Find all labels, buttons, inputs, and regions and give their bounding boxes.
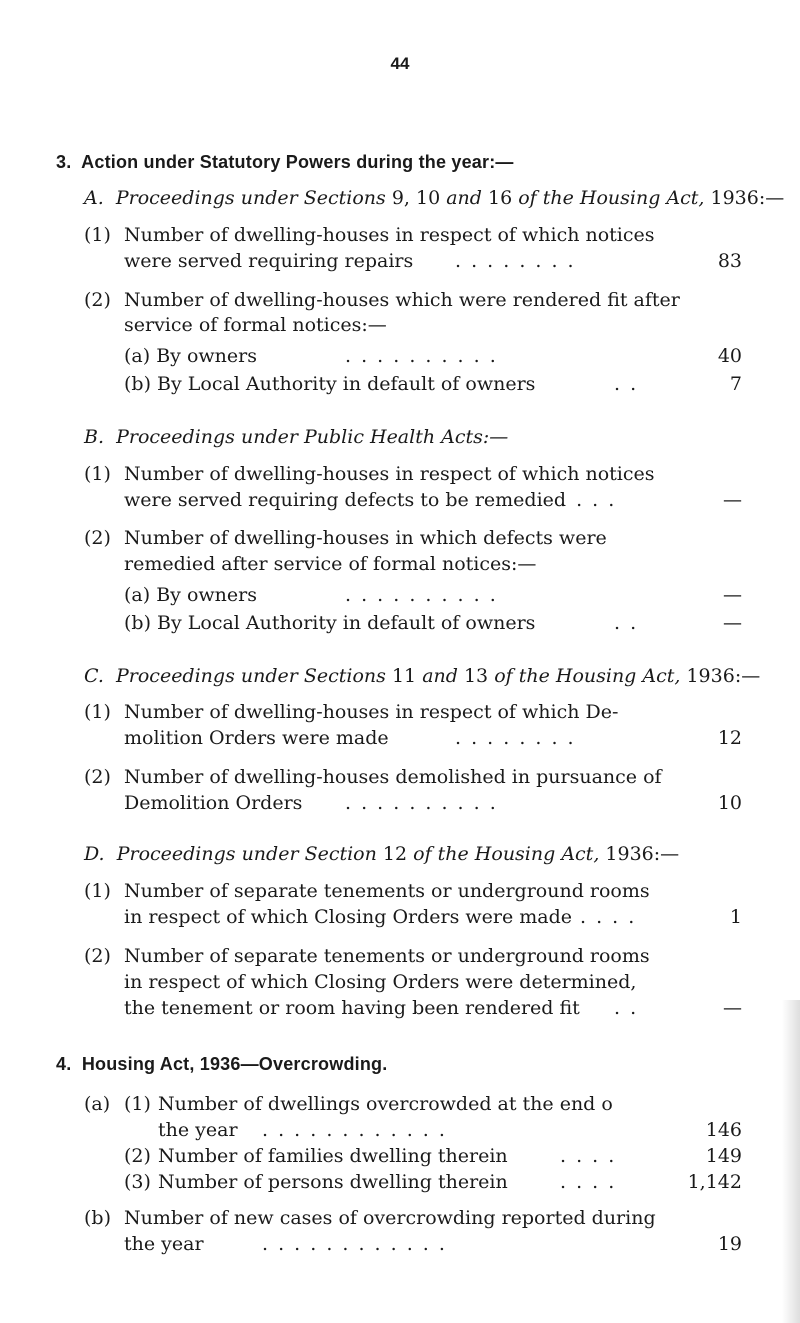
s4-a1-line-2: the year <box>158 1119 238 1141</box>
section-3-title: Action under Statutory Powers during the year:— <box>81 152 514 172</box>
d-item-2-line-3: the tenement or room having been rendered fit <box>124 997 580 1019</box>
a-item-1-number: (1) <box>84 224 111 246</box>
d-item-1-line-1: Number of separate tenements or underground rooms <box>124 880 650 902</box>
a-item-2a <box>124 344 257 368</box>
a-item-2b-label: (b) <box>124 373 151 395</box>
subsection-a-title-part: 9, 10 <box>391 187 441 209</box>
a-item-2b <box>124 372 535 396</box>
d-item-1-line-2: in respect of which Closing Orders were made <box>124 906 573 928</box>
c-item-2-line-1: Number of dwelling-houses demolished in pursuance of <box>124 766 662 788</box>
subsection-d-heading <box>84 842 679 866</box>
a-item-2a-leader-dots: . . . . . . . . . . <box>345 345 498 367</box>
b-item-1-number: (1) <box>84 463 111 485</box>
subsection-a-heading <box>84 186 784 210</box>
c-item-1-leader-dots: . . . . . . . . <box>455 727 576 749</box>
b-item-2a-label: (a) <box>124 584 151 606</box>
section-3-number: 3. <box>56 152 72 172</box>
b-item-2b <box>124 611 535 635</box>
b-item-1-line-2: were served requiring defects to be remedied <box>124 489 567 511</box>
subsection-c-title-part: 11 <box>391 665 417 687</box>
subsection-a-title-part: 1936:— <box>710 187 785 209</box>
s4-b-leader-dots: . . . . . . . . . . . . <box>262 1233 447 1255</box>
subsection-d-title-part: 1936:— <box>605 843 680 865</box>
b-item-2-line-2: remedied after service of formal notices:— <box>124 553 537 575</box>
page-edge-shadow <box>782 1000 800 1323</box>
a-item-2a-text: By owners <box>156 345 257 367</box>
b-item-2-number: (2) <box>84 527 111 549</box>
subsection-a-title-part: Proceedings under Sections <box>115 187 386 209</box>
s4-a-label: (a) <box>84 1093 111 1115</box>
subsection-d-title-part: of the Housing Act, <box>413 843 600 865</box>
c-item-1-value: 12 <box>717 727 742 749</box>
a-item-1-value: 83 <box>717 250 742 272</box>
s4-a2-text: Number of families dwelling therein <box>158 1145 508 1167</box>
a-item-1-leader-dots: . . . . . . . . <box>455 250 576 272</box>
a-item-2b-value: 7 <box>729 373 742 395</box>
c-item-2-line-2: Demolition Orders <box>124 792 303 814</box>
subsection-a-title-part: 16 <box>488 187 513 209</box>
b-item-1-value: — <box>723 489 742 511</box>
s4-a1-line-1: Number of dwellings overcrowded at the end o <box>158 1093 613 1115</box>
a-item-2-line-1: Number of dwelling-houses which were rendered fit after <box>124 289 680 311</box>
b-item-2b-label: (b) <box>124 612 151 634</box>
c-item-2-number: (2) <box>84 766 111 788</box>
c-item-1-line-2: molition Orders were made <box>124 727 389 749</box>
s4-a1-value: 146 <box>705 1119 742 1141</box>
b-item-1-line-1: Number of dwelling-houses in respect of which notices <box>124 463 655 485</box>
d-item-1-leader-dots: . . . . <box>580 906 637 928</box>
b-item-1-leader-dots: . . . . <box>560 489 617 511</box>
subsection-c-title-part: of the Housing Act, <box>494 665 681 687</box>
subsection-b-heading <box>84 425 508 449</box>
d-item-2-line-1: Number of separate tenements or underground rooms <box>124 945 650 967</box>
subsection-d-title-part: 12 <box>382 843 408 865</box>
a-item-2b-text: By Local Authority in default of owners <box>157 373 536 395</box>
s4-a2-value: 149 <box>705 1145 742 1167</box>
s4-a3-leader-dots: . . . . <box>560 1171 617 1193</box>
a-item-1-line-2: were served requiring repairs <box>124 250 414 272</box>
s4-a1-leader-dots: . . . . . . . . . . . . <box>262 1119 447 1141</box>
d-item-1-value: 1 <box>729 906 742 928</box>
s4-a3-value: 1,142 <box>687 1171 742 1193</box>
s4-b-line-2: the year <box>124 1233 204 1255</box>
c-item-2-leader-dots: . . . . . . . . . . <box>345 792 498 814</box>
d-item-2-line-2: in respect of which Closing Orders were determined, <box>124 971 637 993</box>
subsection-b-letter: B. <box>84 426 105 448</box>
subsection-d-letter: D. <box>84 843 105 865</box>
s4-a2-number: (2) <box>124 1145 151 1167</box>
subsection-a-title-part: and <box>446 187 482 209</box>
b-item-2a <box>124 583 257 607</box>
c-item-2-value: 10 <box>717 792 742 814</box>
c-item-1-line-1: Number of dwelling-houses in respect of which De- <box>124 701 619 723</box>
subsection-a-letter: A. <box>84 187 104 209</box>
subsection-b-title: Proceedings under Public Health Acts:— <box>116 426 509 448</box>
d-item-2-leader-dots: . . <box>614 997 639 1019</box>
subsection-a-title-part: of the Housing Act, <box>518 187 705 209</box>
section-4-title: Housing Act, 1936—Overcrowding. <box>81 1054 388 1074</box>
subsection-c-title-part: Proceedings under Sections <box>116 665 386 687</box>
d-item-1-number: (1) <box>84 880 111 902</box>
a-item-2a-label: (a) <box>124 345 151 367</box>
subsection-c-title-part: 13 <box>463 665 489 687</box>
b-item-2b-leader-dots: . . <box>614 612 639 634</box>
s4-b-value: 19 <box>717 1233 742 1255</box>
b-item-2a-leader-dots: . . . . . . . . . . <box>345 584 498 606</box>
a-item-2a-value: 40 <box>717 345 742 367</box>
s4-a3-text: Number of persons dwelling therein <box>158 1171 508 1193</box>
s4-a1-number: (1) <box>124 1093 151 1115</box>
d-item-2-value: — <box>723 997 742 1019</box>
c-item-1-number: (1) <box>84 701 111 723</box>
a-item-1-line-1: Number of dwelling-houses in respect of which notices <box>124 224 655 246</box>
b-item-2b-value: — <box>723 612 742 634</box>
page-number: 44 <box>390 54 410 73</box>
subsection-c-heading <box>84 664 760 688</box>
s4-a2-leader-dots: . . . . <box>560 1145 617 1167</box>
a-item-2-number: (2) <box>84 289 111 311</box>
b-item-2-line-1: Number of dwelling-houses in which defects were <box>124 527 607 549</box>
subsection-c-title-part: 1936:— <box>686 665 761 687</box>
s4-b-line-1: Number of new cases of overcrowding reported during <box>124 1207 656 1229</box>
subsection-c-title-part: and <box>422 665 458 687</box>
section-4-number: 4. <box>56 1054 72 1074</box>
section-3-heading <box>56 150 514 174</box>
s4-a3-number: (3) <box>124 1171 151 1193</box>
b-item-2a-value: — <box>723 584 742 606</box>
d-item-2-number: (2) <box>84 945 111 967</box>
subsection-c-letter: C. <box>84 665 104 687</box>
section-4-heading <box>56 1052 387 1076</box>
subsection-d-title-part: Proceedings under Section <box>116 843 377 865</box>
a-item-2-line-2: service of formal notices:— <box>124 314 387 336</box>
b-item-2a-text: By owners <box>156 584 257 606</box>
a-item-2b-leader-dots: . . <box>614 373 639 395</box>
s4-b-label: (b) <box>84 1207 111 1229</box>
b-item-2b-text: By Local Authority in default of owners <box>157 612 536 634</box>
